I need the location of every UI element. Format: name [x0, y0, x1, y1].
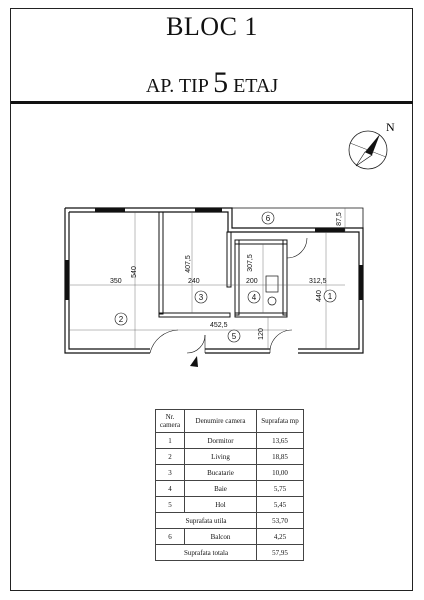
- cell-utila-value: 53,70: [257, 513, 304, 529]
- room-marker-6: 6: [265, 214, 271, 223]
- dim-120: 120: [258, 328, 265, 340]
- cell-denumire: Balcon: [185, 529, 257, 545]
- cell-nr: 6: [156, 529, 185, 545]
- dim-87-5: 87,5: [336, 212, 343, 226]
- dim-200: 200: [246, 278, 258, 285]
- bathroom-fixtures: [266, 276, 278, 305]
- table-header-row: [156, 410, 304, 433]
- room-marker-4: 4: [251, 293, 257, 302]
- table-row: [156, 449, 304, 465]
- table-row-utila: [156, 513, 304, 529]
- compass-north-label: N: [386, 120, 395, 134]
- table-row-totala: [156, 545, 304, 561]
- cell-denumire: Dormitor: [185, 433, 257, 449]
- cell-totala-value: 57,95: [257, 545, 304, 561]
- header-suprafata: Suprafata mp: [257, 410, 304, 433]
- cell-denumire: Baie: [185, 481, 257, 497]
- dim-407-5: 407,5: [185, 255, 192, 273]
- cell-utila-label: Suprafata utila: [156, 513, 257, 529]
- cell-denumire: Hol: [185, 497, 257, 513]
- compass-icon: [349, 131, 387, 169]
- cell-denumire: Living: [185, 449, 257, 465]
- room-marker-5: 5: [231, 332, 237, 341]
- dim-452-5: 452,5: [210, 322, 228, 329]
- dim-307-5: 307,5: [247, 254, 254, 272]
- table-row: [156, 465, 304, 481]
- table-row: [156, 529, 304, 545]
- cell-nr: 4: [156, 481, 185, 497]
- room-marker-2: 2: [118, 315, 124, 324]
- cell-denumire: Bucatarie: [185, 465, 257, 481]
- cell-nr: 3: [156, 465, 185, 481]
- subtitle-suffix: ETAJ: [233, 75, 279, 97]
- cell-nr: 2: [156, 449, 185, 465]
- dim-240: 240: [188, 278, 200, 285]
- header-denumire: Denumire camera: [185, 410, 257, 433]
- dim-540: 540: [131, 266, 138, 278]
- cell-suprafata: 5,75: [257, 481, 304, 497]
- cell-suprafata: 4,25: [257, 529, 304, 545]
- header-nr: Nr. camera: [156, 410, 185, 433]
- room-marker-3: 3: [198, 293, 204, 302]
- table-row: [156, 433, 304, 449]
- cell-suprafata: 5,45: [257, 497, 304, 513]
- dim-350: 350: [110, 278, 122, 285]
- table-row: [156, 497, 304, 513]
- page-title: BLOC 1: [166, 12, 258, 41]
- cell-suprafata: 10,00: [257, 465, 304, 481]
- cell-suprafata: 13,65: [257, 433, 304, 449]
- subtitle-prefix: AP. TIP: [145, 75, 209, 97]
- table-row: [156, 481, 304, 497]
- cell-suprafata: 18,85: [257, 449, 304, 465]
- subtitle-number: 5: [213, 66, 229, 99]
- cell-nr: 5: [156, 497, 185, 513]
- rooms-table: [155, 409, 304, 561]
- cell-nr: 1: [156, 433, 185, 449]
- dim-440: 440: [316, 290, 323, 302]
- windows: [67, 210, 361, 300]
- entrance-arrow-icon: [190, 356, 198, 367]
- room-marker-1: 1: [327, 292, 333, 301]
- cell-totala-label: Suprafata totala: [156, 545, 257, 561]
- dim-312-5: 312,5: [309, 278, 327, 285]
